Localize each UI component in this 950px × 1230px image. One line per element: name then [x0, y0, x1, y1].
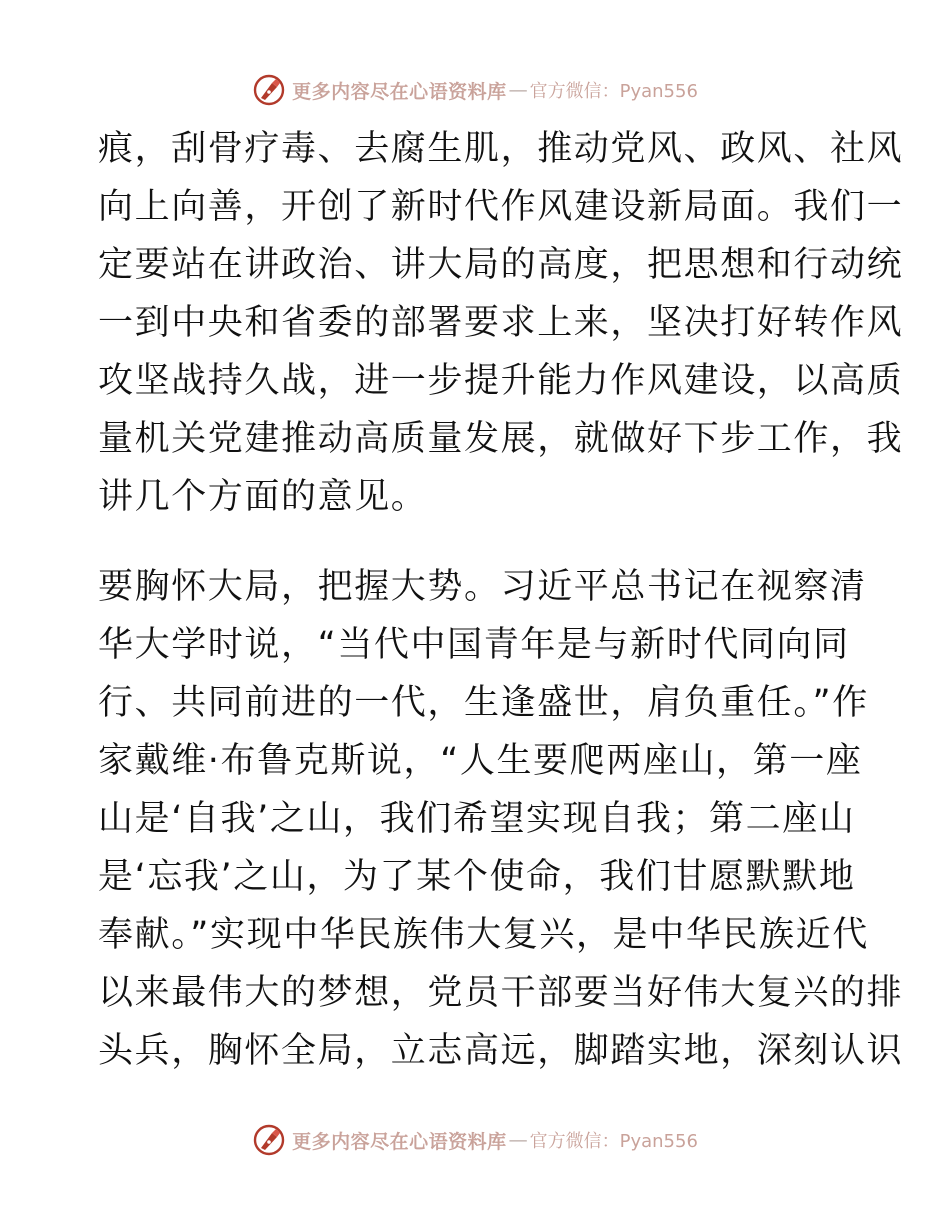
text-line: 头兵，胸怀全局，立志高远，脚踏实地，深刻认识 [98, 1031, 904, 1071]
text-line: 以来最伟大的梦想，党员干部要当好伟大复兴的排 [98, 973, 904, 1013]
header-banner [0, 70, 950, 110]
pen-nib-logo-icon [252, 1123, 286, 1157]
banner-separator: — [508, 1129, 528, 1151]
paragraph-1 [98, 120, 904, 526]
text-line: 量机关党建推动高质量发展，就做好下步工作，我 [98, 419, 904, 459]
banner-wechat-label: 官方微信：Pyan556 [529, 1131, 698, 1152]
paragraph-2 [98, 558, 904, 1080]
footer-banner [0, 1120, 950, 1160]
paragraph-spacer [98, 526, 858, 558]
banner-title: 更多内容尽在心语资料库 [292, 80, 507, 103]
pen-nib-logo-icon [252, 73, 286, 107]
banner-wechat-label: 官方微信：Pyan556 [529, 81, 698, 102]
banner-separator: — [508, 79, 528, 101]
text-line: 华大学时说，“当代中国青年是与新时代同向同 [98, 625, 850, 665]
text-line: 痕，刮骨疗毒、去腐生肌，推动党风、政风、社风 [98, 129, 904, 169]
text-line: 向上向善，开创了新时代作风建设新局面。我们一 [98, 187, 904, 227]
text-line: 攻坚战持久战，进一步提升能力作风建设，以高质 [98, 361, 904, 401]
text-line: 行、共同前进的一代，生逢盛世，肩负重任。”作 [98, 683, 869, 723]
document-body [98, 120, 904, 1080]
text-line: 讲几个方面的意见。 [98, 477, 428, 517]
text-line: 要胸怀大局，把握大势。习近平总书记在视察清 [98, 567, 867, 607]
text-line: 家戴维·布鲁克斯说，“人生要爬两座山，第一座 [98, 741, 863, 781]
text-line: 定要站在讲政治、讲大局的高度，把思想和行动统 [98, 245, 904, 285]
banner-title: 更多内容尽在心语资料库 [292, 1130, 507, 1153]
text-line: 山是‘自我’之山，我们希望实现自我；第二座山 [98, 799, 856, 839]
text-line: 奉献。”实现中华民族伟大复兴，是中华民族近代 [98, 915, 869, 955]
text-line: 是‘忘我’之山，为了某个使命，我们甘愿默默地 [98, 857, 856, 897]
text-line: 一到中央和省委的部署要求上来，坚决打好转作风 [98, 303, 904, 343]
